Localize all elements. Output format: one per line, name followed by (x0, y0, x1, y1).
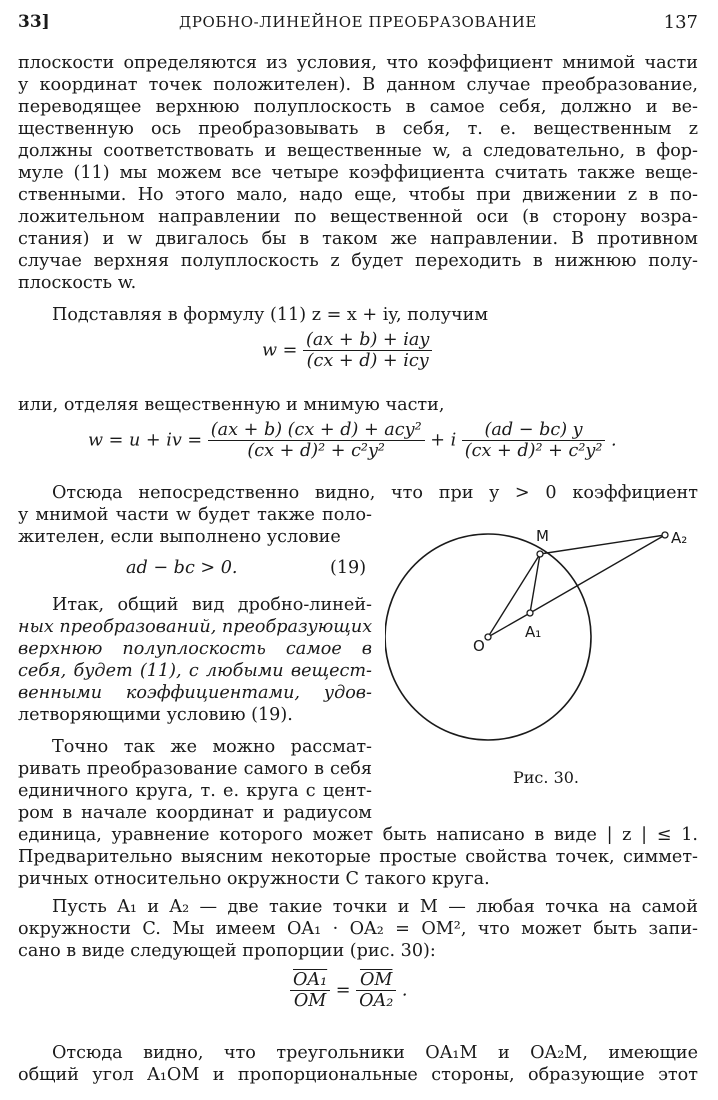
text-line: единица, уравнение которого может быть написано в виде | z | ≤ 1. (18, 825, 698, 845)
text-line: единичного круга, т. е. круга с цент- (18, 781, 372, 801)
text-line: переводящее верхнюю полуплоскость в самое себя, должно и ве- (18, 97, 698, 117)
paragraph-3: или, отделяя вещественную и мнимую части, (18, 395, 445, 415)
formula-19: ad − bc > 0. (126, 558, 238, 578)
text-line: Точно так же можно рассмат- (52, 737, 372, 757)
denominator: (cx + d) + icy (306, 351, 429, 371)
denominator: OM (293, 991, 327, 1011)
text-line: верхнюю полуплоскость самое в (18, 639, 372, 659)
text-line: Пусть A₁ и A₂ — две такие точки и M — любая точка на самой (52, 897, 698, 917)
formula-w (262, 330, 432, 371)
text-line: у мнимой части w будет также поло- (18, 505, 372, 525)
text-line: общий угол A₁OM и пропорциональные стороны, образующие этот (18, 1065, 698, 1085)
numerator: (ax + b) + iay (303, 330, 432, 351)
point-O (485, 634, 491, 640)
text-line: Предварительно выясним некоторые простые свойства точек, симмет- (18, 847, 698, 867)
fraction-right (356, 970, 396, 1011)
text-line: щественную ось преобразовывать в себя, т. е. вещественным z (18, 119, 698, 139)
page-number: 137 (663, 12, 698, 33)
point-A1 (527, 610, 533, 616)
text-line: плоскость w. (18, 273, 137, 293)
fraction (303, 330, 432, 371)
equation-number: (19) (330, 558, 367, 578)
text-line: плоскости определяются из условия, что коэффициент мнимой части (18, 53, 698, 73)
formula-lhs: w = u + iv = (88, 430, 203, 451)
fraction-imag (462, 420, 606, 461)
running-title: ДРОБНО-ЛИНЕЙНОЕ ПРЕОБРАЗОВАНИЕ (179, 13, 537, 31)
text-line: ром в начале координат и радиусом (18, 803, 372, 823)
text-line: у координат точек положителен). В данном случае преобразование, (18, 75, 698, 95)
label-A1: A₁ (525, 623, 542, 641)
text-line: ственными. Но этого мало, надо еще, чтобы при движении z в по- (18, 185, 698, 205)
text-line: Итак, общий вид дробно-линей- (52, 595, 372, 615)
page-header (18, 12, 698, 36)
label-M: M (536, 527, 549, 545)
segment-OA1 (488, 613, 530, 637)
text-line: ривать преобразование самого в себя (18, 759, 372, 779)
period: . (401, 980, 408, 1001)
label-O: O (473, 637, 485, 655)
text-line: летворяющими условию (19). (18, 705, 293, 725)
text-line: муле (11) мы можем все четыре коэффициента считать также веще- (18, 163, 698, 183)
text-line: Отсюда видно, что треугольники OA₁M и OA₂M, имеющие (52, 1043, 698, 1063)
text-line: венными коэффициентами, удов- (18, 683, 372, 703)
fraction-left (290, 970, 330, 1011)
text-line: Отсюда непосредственно видно, что при y > 0 коэффициент (52, 483, 698, 503)
text-line: ложительном направлении по вещественной оси (в сторону возра- (18, 207, 698, 227)
point-A2 (662, 532, 668, 538)
text-line: должны соответствовать и вещественные w, а следовательно, в фор- (18, 141, 698, 161)
section-number: 33] (18, 12, 50, 32)
plus-i: + i (430, 430, 457, 451)
denominator: (cx + d)² + c²y² (247, 441, 385, 461)
label-A2: A₂ (671, 529, 688, 547)
numerator: OA₁ (290, 970, 330, 991)
formula-lhs: w = (262, 340, 298, 361)
denominator: (cx + d)² + c²y² (464, 441, 603, 461)
text-line: ричных относительно окружности C такого круга. (18, 869, 490, 889)
text-line: случае верхняя полуплоскость z будет переходить в нижнюю полу- (18, 251, 698, 271)
segment-A1A2 (530, 535, 665, 613)
figure-30 (385, 515, 715, 765)
text-line: сано в виде следующей пропорции (рис. 30): (18, 941, 436, 961)
period: . (610, 430, 617, 451)
paragraph-2: Подставляя в формулу (11) z = x + iy, получим (52, 305, 489, 325)
numerator: $\overline{OM}$ (356, 970, 396, 991)
text-line: стания) и w двигалось бы в таком же направлении. В противном (18, 229, 698, 249)
denominator: OA₂ (359, 991, 394, 1011)
formula-proportion (290, 970, 408, 1011)
fraction-real (208, 420, 425, 461)
text-line: ных преобразований, преобразующих (18, 617, 373, 637)
segment-MA2 (540, 535, 665, 554)
formula-w-uv (88, 420, 617, 461)
numerator: (ad − bc) y (462, 420, 606, 441)
numerator: (ax + b) (cx + d) + acy² (208, 420, 425, 441)
text-line: себя, будет (11), с любыми вещест- (18, 661, 372, 681)
equals-sign: = (335, 980, 351, 1001)
text-line: жителен, если выполнено условие (18, 527, 341, 547)
text-line: окружности C. Мы имеем OA₁ · OA₂ = OM², что может быть запи- (18, 919, 698, 939)
point-M (537, 551, 543, 557)
figure-caption: Рис. 30. (513, 768, 580, 787)
